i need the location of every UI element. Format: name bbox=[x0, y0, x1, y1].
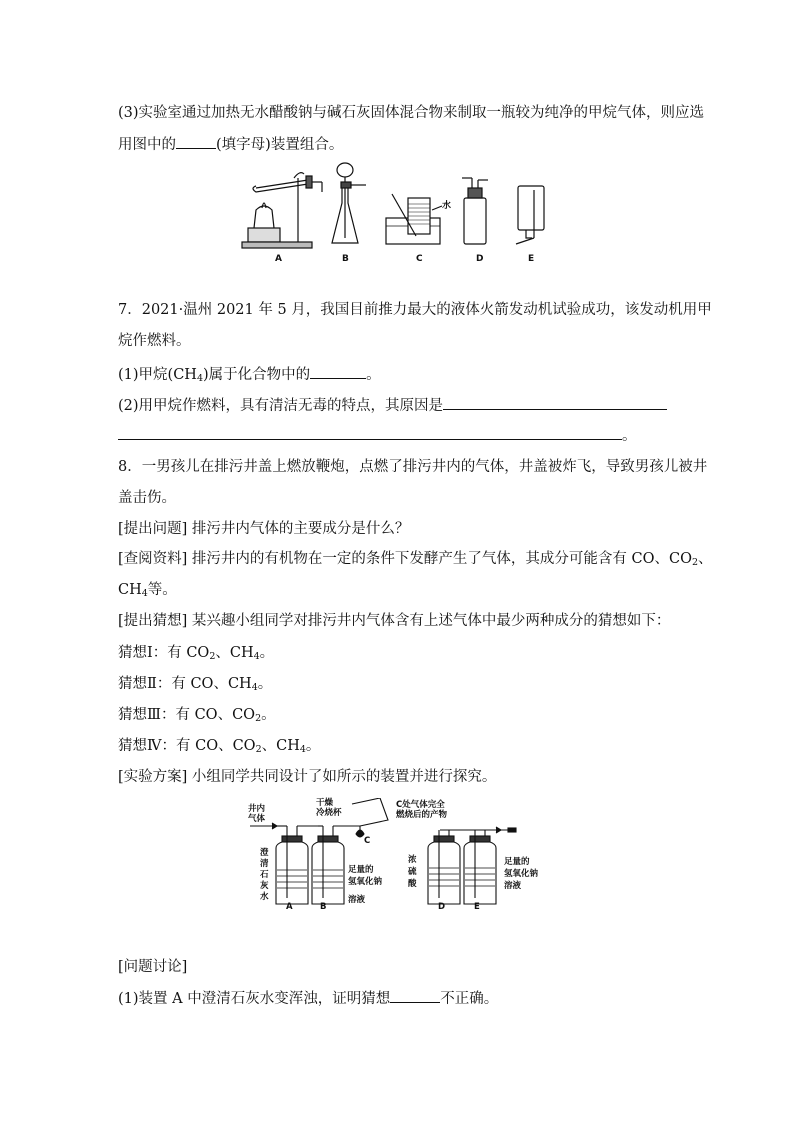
q8-line1: 8．一男孩儿在排污井盖上燃放鞭炮，点燃了排污井内的气体，井盖被炸飞，导致男孩儿被井 bbox=[118, 459, 708, 475]
naoh-right-label: 足量的 氢氧化钠 溶液 bbox=[504, 857, 539, 891]
hypothesis-1: 猜想Ⅰ：有 $CO_2$、$CH_4$。 bbox=[118, 645, 275, 662]
answer-blank bbox=[443, 395, 667, 410]
q8-question: [提出问题] 排污井内气体的主要成分是什么？ bbox=[118, 521, 410, 537]
label-c: C bbox=[364, 836, 371, 846]
answer-blank bbox=[176, 134, 216, 149]
answer-blank bbox=[118, 425, 622, 440]
q6-part3-line1: (3)实验室通过加热无水醋酸钠与碱石灰固体混合物来制取一瓶较为纯净的甲烷气体，则应选 bbox=[118, 105, 705, 121]
q8-discussion-1: (1)装置 A 中澄清石灰水变浑浊，证明猜想 不正确。 bbox=[118, 988, 498, 1009]
label-d: D bbox=[438, 902, 446, 912]
q6-part3-line2: 用图中的 (填字母)装置组合。 bbox=[118, 134, 343, 155]
label-c: C bbox=[416, 254, 423, 264]
q8-discussion: [问题讨论] bbox=[118, 959, 188, 975]
combustion-products-label: C处气体完全 燃烧后的产物 bbox=[396, 800, 448, 820]
q7-part1: (1)甲烷$(CH_4)$属于化合物中的 。 bbox=[118, 364, 381, 385]
water-label: 水 bbox=[442, 201, 452, 211]
label-a: A bbox=[286, 902, 293, 912]
label-a: A bbox=[275, 254, 282, 264]
apparatus-figure-2 bbox=[246, 798, 556, 914]
q7-part2: (2)用甲烷作燃料，具有清洁无毒的特点，其原因是 bbox=[118, 395, 667, 416]
q8-reference: [查阅资料] 排污井内的有机物在一定的条件下发酵产生了气体，其成分可能含有 CO、$CO_2$、 bbox=[118, 551, 713, 568]
apparatus-figure-1 bbox=[236, 158, 556, 268]
limewater-label: 澄 清 石 灰 水 bbox=[260, 848, 269, 902]
label-e: E bbox=[528, 254, 535, 264]
hypothesis-2: 猜想Ⅱ：有 CO、$CH_4$。 bbox=[118, 676, 273, 693]
answer-blank bbox=[390, 988, 440, 1003]
label-e: E bbox=[474, 902, 480, 912]
sulfuric-acid-label: 浓 硫 酸 bbox=[408, 855, 417, 889]
q8-line2: 盖击伤。 bbox=[118, 490, 176, 506]
q7-line2: 烷作燃料。 bbox=[118, 333, 191, 349]
answer-blank bbox=[310, 364, 366, 379]
naoh-left-label: 足量的 氢氧化钠 溶液 bbox=[348, 865, 383, 905]
q7-part2-cont: 。 bbox=[118, 425, 637, 446]
hypothesis-3: 猜想Ⅲ：有 CO、$CO_2$。 bbox=[118, 707, 276, 724]
q8-plan: [实验方案] 小组同学共同设计了如所示的装置并进行探究。 bbox=[118, 769, 497, 785]
label-d: D bbox=[476, 254, 484, 264]
q8-hypothesis: [提出猜想] 某兴趣小组同学对排污井内气体含有上述气体中最少两种成分的猜想如下： bbox=[118, 613, 671, 629]
q7-line1: 7．2021·温州 2021 年 5 月，我国目前推力最大的液体火箭发动机试验成功，该发动机用甲 bbox=[118, 302, 712, 318]
q8-reference-cont: $CH_4$等。 bbox=[118, 582, 177, 599]
label-b: B bbox=[320, 902, 327, 912]
label-b: B bbox=[342, 254, 349, 264]
inlet-label: 井内 气体 bbox=[248, 804, 266, 824]
hypothesis-4: 猜想Ⅳ：有 CO、$CO_2$、$CH_4$。 bbox=[118, 738, 321, 755]
cold-beaker-label: 干燥 冷烧杯 bbox=[316, 798, 342, 818]
